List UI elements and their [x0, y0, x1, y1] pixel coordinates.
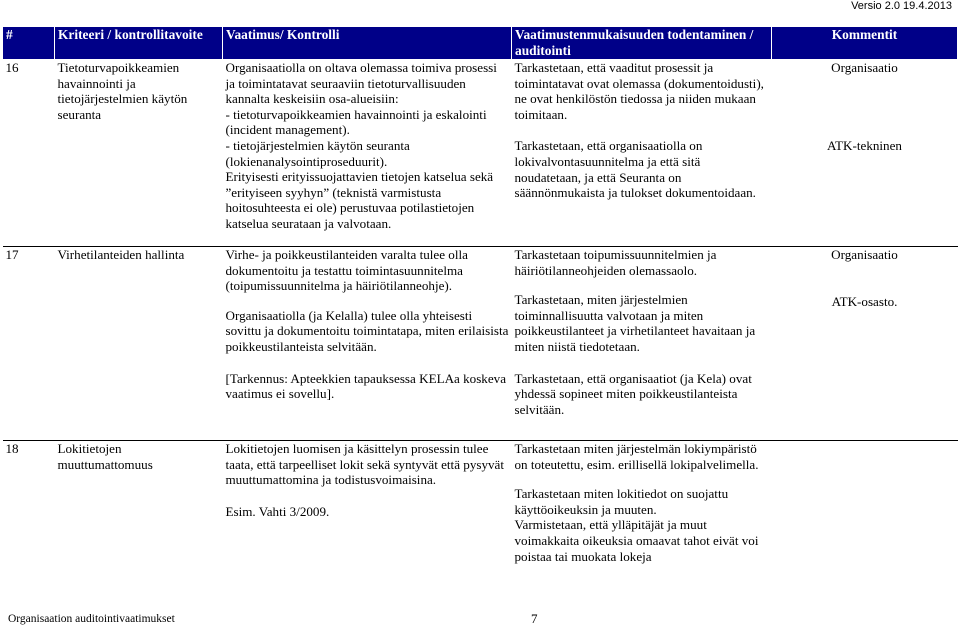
verification-text: Tarkastetaan, että organisaatiolla on lokivalvontasuunnitelma ja että sitä noudatetaan, ja että Seuranta on säännönmukaista ja tulokset dokumentoidaan. — [514, 138, 756, 201]
requirement-cell — [223, 247, 512, 441]
requirement-cell — [223, 441, 512, 565]
requirement-text: Esim. Vahti 3/2009. — [225, 503, 330, 519]
criterion-cell: Virhetilanteiden hallinta — [55, 247, 223, 441]
table-row — [3, 441, 958, 565]
verification-text: Tarkastetaan miten lokitiedot on suojattu käyttöoikeuksin ja muuten. — [514, 486, 729, 517]
header-requirement: Vaatimus/ Kontrolli — [223, 27, 512, 60]
verification-text: Tarkastetaan, miten järjestelmien toiminnallisuutta valvotaan ja miten poikkeustilanteet ja virhetilanteet havaitaan ja miten niistä tiedotetaan. — [514, 292, 756, 354]
verification-cell — [512, 60, 772, 247]
verification-text: Tarkastetaan, että vaaditut prosessit ja toimintatavat ovat olemassa (dokumentoidusti), ne ovat henkilöstön tiedossa ja niiden mukaan toimitaan. — [514, 60, 764, 122]
verification-text: Varmistetaan, että ylläpitäjät ja muut voimakkaita oikeuksia omaavat tahot eivät voi poistaa tai muokata lokeja — [514, 517, 759, 564]
criterion-cell: Lokitietojen muuttumattomuus — [55, 441, 223, 565]
verification-text: Tarkastetaan miten järjestelmän lokiympäristö on toteutettu, esim. erillisellä lokipalvelimella. — [514, 441, 759, 472]
header-criterion: Kriteeri / kontrollitavoite — [55, 27, 223, 60]
requirement-text: Lokitietojen luomisen ja käsittelyn prosessin tulee taata, että tarpeelliset lokit sekä syntyvät että pysyvät muuttumattomina ja todistusvoimaisina. — [225, 441, 505, 488]
requirement-cell — [223, 60, 512, 247]
row-number: 17 — [3, 247, 55, 441]
header-num: # — [3, 27, 55, 60]
comment-cell — [772, 247, 958, 441]
table-row — [3, 247, 958, 441]
audit-requirements-table — [2, 26, 958, 564]
requirement-text: Organisaatiolla (ja Kelalla) tulee olla yhteisesti sovittu ja dokumentoitu toimintatapa, miten erilaisista poikkeustilanteista selvitään. — [225, 307, 509, 354]
comment-text: Organisaatio — [831, 60, 898, 75]
comment-text: ATK-tekninen — [827, 137, 902, 153]
requirement-text: Virhe- ja poikkeustilanteiden varalta tulee olla dokumentoitu ja testattu toimintasuunnitelma (toipumissuunnitelma ja häiriötilanneohje). — [225, 247, 468, 294]
requirement-text: Organisaatiolla on oltava olemassa toimiva prosessi ja toimintatavat seuraaviin tietoturvallisuuden kannalta keskeisiin osa-alueisiin: — [225, 60, 497, 107]
row-number: 18 — [3, 441, 55, 565]
requirement-text: - tietoturvapoikkeamien havainnointi ja eskalointi (incident management). — [225, 106, 487, 138]
table-header-row — [3, 27, 958, 60]
comment-cell — [772, 60, 958, 247]
footer-document-title: Organisaation auditointivaatimukset — [8, 613, 175, 625]
header-verification: Vaatimustenmukaisuuden todentaminen / auditointi — [512, 27, 772, 60]
verification-cell — [512, 441, 772, 565]
table-row — [3, 60, 958, 247]
requirement-text: - tietojärjestelmien käytön seuranta (lokienanalysointiproseduurit). — [225, 137, 410, 169]
requirement-text: Erityisesti erityissuojattavien tietojen katselua sekä ”erityiseen syyhyn” (teknistä varmistusta hoitosuhteesta ei ole) perustuvaa potilastietojen katselua seurataan ja valvotaan. — [225, 169, 494, 231]
verification-text: Tarkastetaan toipumissuunnitelmien ja häiriötilanneohjeiden olemassaolo. — [514, 247, 717, 278]
verification-cell — [512, 247, 772, 441]
row-number: 16 — [5, 60, 19, 75]
verification-text: Tarkastetaan, että organisaatiot (ja Kela) ovat yhdessä sopineet miten poikkeustilanteista selvitään. — [514, 370, 752, 417]
header-comment: Kommentit — [772, 27, 958, 60]
requirement-text: [Tarkennus: Apteekkien tapauksessa KELAa koskeva vaatimus ei sovellu]. — [225, 370, 507, 402]
comment-cell — [772, 441, 958, 565]
page-number: 7 — [531, 611, 538, 626]
version-label: Versio 2.0 19.4.2013 — [851, 0, 952, 12]
comment-text: Organisaatio — [831, 247, 898, 262]
comment-text: ATK-osasto. — [831, 293, 898, 309]
criterion-cell: Tietoturvapoikkeamien havainnointi ja tietojärjestelmien käytön seuranta — [57, 60, 188, 122]
